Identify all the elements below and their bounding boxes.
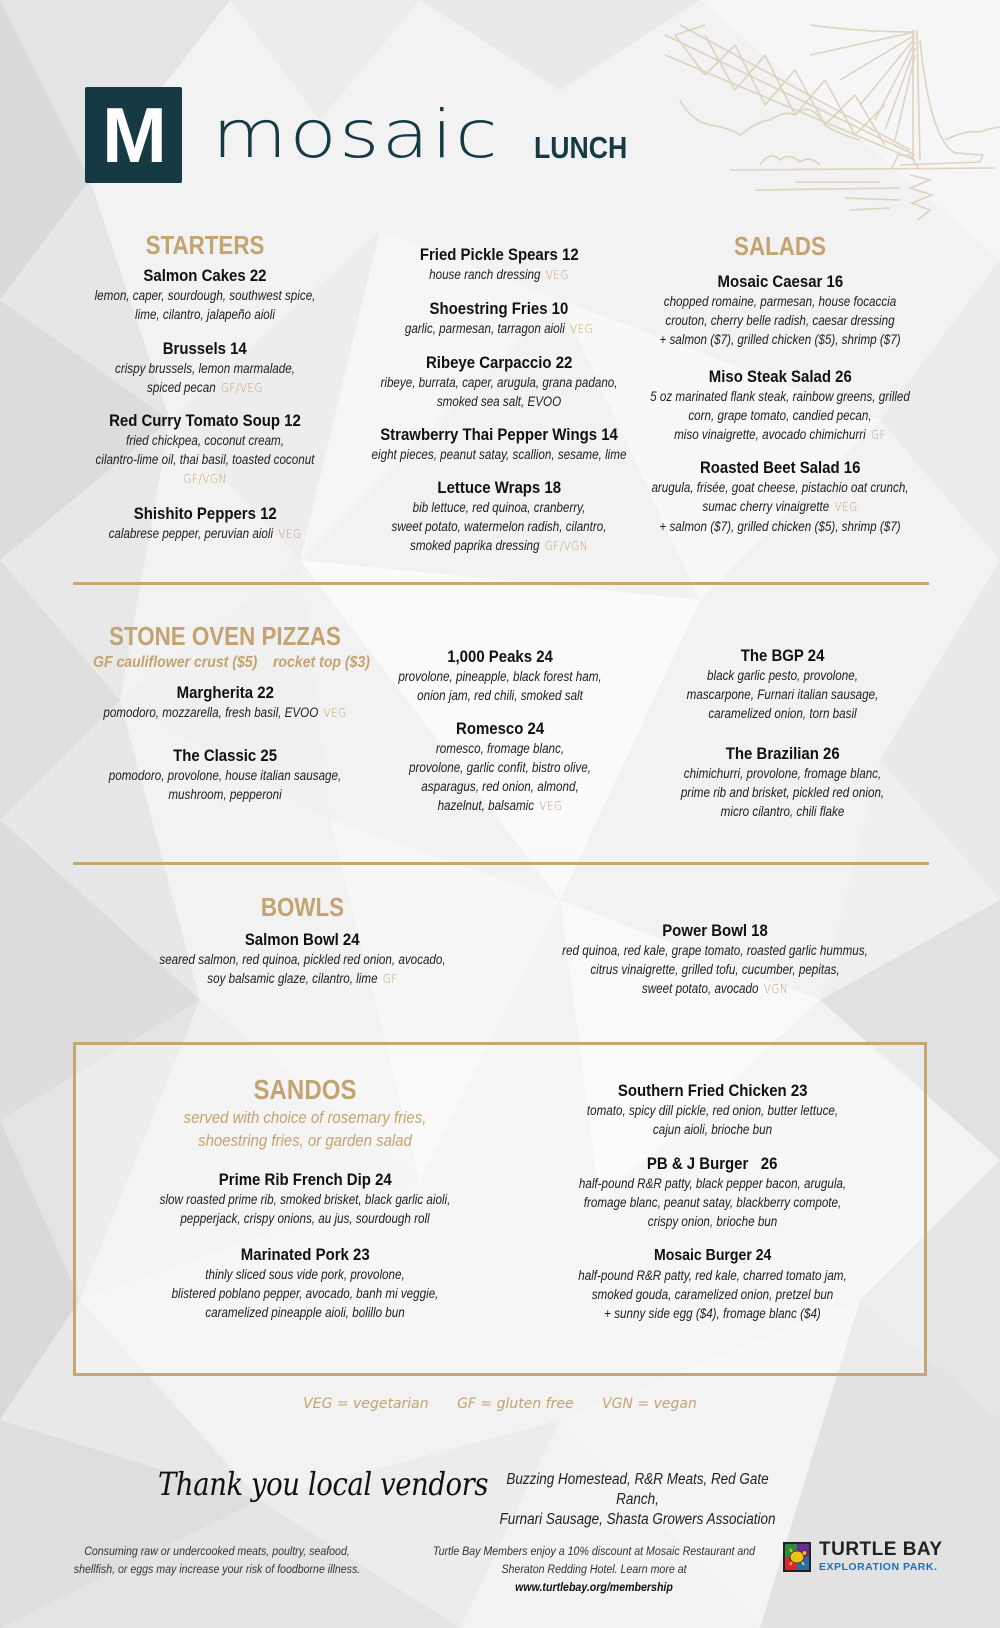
item-desc: blistered poblano pepper, avocado, banh mi veggie,: [171, 1286, 439, 1301]
item-desc-text: calabrese pepper, peruvian aioli: [108, 526, 274, 541]
dietary-tag: VEG: [539, 799, 563, 813]
vendors-list: [492, 1470, 783, 1530]
dietary-tag: VEG: [323, 706, 347, 720]
item-desc: + salmon ($7), grilled chicken ($5), shrimp ($7): [659, 332, 901, 347]
starters-column-2: [350, 244, 648, 568]
menu-item: [60, 338, 350, 398]
item-name: PB & J Burger 26: [647, 1154, 778, 1173]
disclaimer-line: Consuming raw or undercooked meats, poultry, seafood,: [84, 1544, 350, 1558]
item-desc: [79, 524, 331, 544]
item-desc: chopped romaine, parmesan, house focaccia: [663, 294, 897, 309]
item-desc: slow roasted prime rib, smoked brisket, black garlic aioli,: [159, 1192, 451, 1207]
dietary-tag: VEG: [570, 322, 594, 336]
item-name: Mosaic Burger 24: [653, 1247, 772, 1264]
item-name: Salmon Cakes 22: [143, 266, 267, 285]
item-desc: asparagus, red onion, almond,: [421, 779, 579, 794]
item-desc: micro cilantro, chili flake: [720, 804, 845, 819]
item-desc: caramelized pineapple aioli, bolillo bun: [205, 1305, 405, 1320]
menu-item: [635, 743, 930, 821]
menu-item: [350, 298, 648, 339]
item-desc: ribeye, burrata, caper, arugula, grana padano,: [380, 375, 618, 390]
item-name: Mosaic Caesar 16: [717, 272, 843, 291]
section-title-salads: SALADS: [734, 231, 826, 261]
item-desc: provolone, garlic confit, bistro olive,: [409, 760, 591, 775]
item-desc: sweet potato, watermelon radish, cilantro,: [391, 519, 607, 534]
sundial-bridge-illustration: [660, 20, 1000, 230]
item-name: The Classic 25: [173, 746, 277, 765]
membership-link[interactable]: www.turtlebay.org/membership: [515, 1580, 673, 1594]
item-desc-text: sumac cherry vinaigrette: [702, 499, 830, 514]
menu-item: [75, 745, 375, 804]
menu-item: [630, 457, 930, 536]
item-desc: bib lettuce, red quinoa, cranberry,: [412, 500, 586, 515]
section-title-pizzas: STONE OVEN PIZZAS: [109, 621, 341, 651]
item-desc: onion jam, red chili, smoked salt: [417, 688, 583, 703]
item-name: Shishito Peppers 12: [133, 504, 277, 523]
item-desc: corn, grape tomato, candied pecan,: [688, 408, 872, 423]
item-desc: pomodoro, provolone, house italian sausage,: [108, 768, 342, 783]
item-desc: eight pieces, peanut satay, scallion, sesame, lime: [371, 447, 627, 462]
partner-subtitle: EXPLORATION PARK.: [819, 1561, 938, 1573]
item-desc: [369, 536, 628, 556]
item-desc: fromage blanc, peanut satay, blackberry compote,: [583, 1195, 842, 1210]
item-name: Brussels 14: [162, 339, 247, 358]
menu-item: [350, 424, 648, 464]
item-name: Margherita 22: [176, 683, 274, 702]
item-desc: arugula, frisée, goat cheese, pistachio oat crunch,: [651, 480, 909, 495]
menu-item: [545, 1153, 880, 1231]
dietary-tag: GF: [870, 428, 886, 442]
menu-item: [355, 718, 645, 816]
dietary-tag: GF/VEG: [220, 381, 263, 395]
bowls-column: [130, 892, 475, 1001]
item-desc: [152, 969, 452, 989]
dietary-tag: GF/VGN: [544, 539, 588, 553]
section-divider: [73, 582, 929, 585]
item-desc-text: house ranch dressing: [429, 267, 541, 282]
menu-item: [350, 352, 648, 411]
menu-item: [630, 366, 930, 445]
menu-item: [110, 1244, 500, 1322]
item-desc: cilantro-lime oil, thai basil, toasted coconut: [95, 452, 315, 467]
item-desc: [95, 703, 356, 723]
item-desc: provolone, pineapple, black forest ham,: [398, 669, 602, 684]
membership-line: Turtle Bay Members enjoy a 10% discount at Mosaic Restaurant and: [432, 1544, 756, 1558]
salads-column: [630, 231, 930, 548]
item-desc: crispy brussels, lemon marmalade,: [114, 361, 295, 376]
item-name: Marinated Pork 23: [240, 1245, 370, 1264]
item-name: Prime Rib French Dip 24: [218, 1170, 392, 1189]
legend-vgn: VGN = vegan: [602, 1396, 697, 1412]
pizzas-column-2: [355, 646, 645, 828]
sandos-column-2: [545, 1080, 880, 1335]
item-desc-text: soy balsamic glaze, cilantro, lime: [207, 971, 378, 986]
item-name: Salmon Bowl 24: [245, 930, 360, 949]
item-desc-text: hazelnut, balsamic: [437, 798, 535, 813]
menu-item: [350, 477, 648, 556]
vendors-line: Buzzing Homestead, R&R Meats, Red Gate Ranch,: [506, 1471, 769, 1508]
item-desc: fried chickpea, coconut cream,: [125, 433, 284, 448]
item-name: The BGP 24: [740, 646, 825, 665]
item-desc-text: smoked paprika dressing: [409, 538, 540, 553]
bowls-column-2: [520, 920, 910, 1011]
legend-gf: GF = gluten free: [457, 1396, 574, 1412]
membership-note: [429, 1542, 760, 1596]
item-name: Romesco 24: [455, 719, 545, 738]
item-desc: lemon, caper, sourdough, southwest spice,: [94, 288, 316, 303]
section-title-starters: STARTERS: [145, 230, 265, 260]
pizzas-column-3: [635, 645, 930, 833]
item-name: Lettuce Wraps 18: [437, 478, 561, 497]
item-desc: mascarpone, Furnari italian sausage,: [686, 687, 879, 702]
pizzas-column: [75, 621, 375, 816]
item-desc: smoked gouda, caramelized onion, pretzel bun: [591, 1287, 834, 1302]
menu-item: [355, 646, 645, 705]
legend-veg: VEG = vegetarian: [303, 1396, 429, 1412]
item-name: Miso Steak Salad 26: [708, 367, 852, 386]
item-desc: [369, 265, 628, 285]
item-desc: prime rib and brisket, pickled red onion,: [680, 785, 885, 800]
item-desc: crouton, cherry belle radish, caesar dressing: [665, 313, 895, 328]
turtle-icon: [783, 1542, 811, 1572]
item-name: 1,000 Peaks 24: [447, 647, 553, 666]
item-desc: [79, 378, 331, 398]
vendors-line: Furnari Sausage, Shasta Growers Association: [499, 1511, 776, 1528]
dietary-tag: VEG: [834, 500, 858, 514]
partner-name: TURTLE BAY: [819, 1539, 943, 1560]
item-desc: half-pound R&R patty, black pepper bacon, arugula,: [578, 1176, 847, 1191]
menu-item: [60, 503, 350, 544]
item-desc-text: spiced pecan: [147, 380, 216, 395]
item-desc-text: garlic, parmesan, tarragon aioli: [404, 321, 565, 336]
sandos-column: [110, 1074, 500, 1334]
item-desc: pepperjack, crispy onions, au jus, sourdough roll: [180, 1211, 430, 1226]
item-name: Power Bowl 18: [662, 921, 768, 940]
item-desc: [545, 979, 884, 999]
item-desc: thinly sliced sous vide pork, provolone,: [205, 1267, 405, 1282]
membership-text: Sheraton Redding Hotel. Learn more at: [501, 1562, 687, 1576]
item-desc: [650, 425, 911, 445]
menu-item: [635, 645, 930, 723]
item-name: The Brazilian 26: [725, 744, 840, 763]
item-name: Ribeye Carpaccio 22: [425, 353, 573, 372]
item-desc: caramelized onion, torn basil: [708, 706, 857, 721]
menu-item: [630, 271, 930, 349]
menu-item: [130, 929, 475, 989]
sandos-subtitle: shoestring fries, or garden salad: [198, 1131, 412, 1150]
item-desc: [374, 796, 626, 816]
item-name: Strawberry Thai Pepper Wings 14: [380, 425, 618, 444]
item-desc: half-pound R&R patty, red kale, charred tomato jam,: [578, 1268, 847, 1283]
menu-item: [75, 682, 375, 723]
sandos-subtitle: served with choice of rosemary fries,: [183, 1108, 427, 1127]
item-desc-text: miso vinaigrette, avocado chimichurri: [674, 427, 866, 442]
item-desc: [79, 469, 331, 489]
item-desc: + sunny side egg ($4), fromage blanc ($4): [604, 1306, 821, 1321]
menu-item: [110, 1169, 500, 1228]
dietary-tag: VEG: [545, 268, 569, 282]
item-desc: tomato, spicy dill pickle, red onion, butter lettuce,: [586, 1103, 839, 1118]
item-name: Roasted Beet Salad 16: [699, 458, 861, 477]
menu-title: LUNCH: [534, 130, 628, 165]
item-desc: crispy onion, brioche bun: [647, 1214, 778, 1229]
starters-column: [60, 230, 350, 556]
turtle-bay-logo: [783, 1541, 943, 1577]
item-desc: mushroom, pepperoni: [168, 787, 282, 802]
menu-item: [350, 244, 648, 285]
vendors-heading: Thank you local vendors: [158, 1465, 489, 1503]
item-desc: cajun aioli, brioche bun: [652, 1122, 773, 1137]
section-divider: [73, 862, 929, 865]
section-title-bowls: BOWLS: [260, 892, 345, 922]
pizza-options: GF cauliflower crust ($5) rocket top ($3): [93, 654, 370, 671]
logo-letter: M: [102, 91, 165, 179]
item-name: Red Curry Tomato Soup 12: [109, 411, 301, 430]
menu-item: [60, 265, 350, 324]
item-name: Southern Fried Chicken 23: [617, 1081, 808, 1100]
item-desc: + salmon ($7), grilled chicken ($5), shrimp ($7): [659, 519, 901, 534]
item-name: Shoestring Fries 10: [429, 299, 569, 318]
item-desc: black garlic pesto, provolone,: [707, 668, 858, 683]
item-desc: [369, 319, 628, 339]
item-desc: romesco, fromage blanc,: [435, 741, 565, 756]
item-desc: red quinoa, red kale, grape tomato, roasted garlic hummus,: [562, 943, 868, 958]
food-safety-disclaimer: [73, 1542, 360, 1578]
item-desc: 5 oz marinated flank steak, rainbow greens, grilled: [650, 389, 910, 404]
item-desc-text: sweet potato, avocado: [641, 981, 759, 996]
dietary-legend: [0, 1396, 1000, 1412]
item-desc-text: pomodoro, mozzarella, fresh basil, EVOO: [103, 705, 319, 720]
brand-wordmark: mosaic: [212, 96, 500, 173]
item-desc: lime, cilantro, jalapeño aioli: [135, 307, 275, 322]
item-name: Fried Pickle Spears 12: [419, 245, 579, 264]
item-desc: seared salmon, red quinoa, pickled red onion, avocado,: [159, 952, 446, 967]
dietary-tag: VEG: [278, 527, 302, 541]
dietary-tag: VGN: [763, 982, 789, 996]
menu-item: [520, 920, 910, 999]
menu-item: [545, 1080, 880, 1139]
membership-line: [429, 1560, 760, 1596]
item-desc: citrus vinaigrette, grilled tofu, cucumber, pepitas,: [590, 962, 840, 977]
item-desc: [650, 497, 911, 517]
item-desc: smoked sea salt, EVOO: [436, 394, 562, 409]
item-desc: chimichurri, provolone, fromage blanc,: [683, 766, 882, 781]
mosaic-logo-mark: [85, 87, 182, 183]
dietary-tag: GF/VGN: [183, 472, 227, 486]
dietary-tag: GF: [382, 972, 398, 986]
menu-item: [60, 410, 350, 489]
disclaimer-line: shellfish, or eggs may increase your risk of foodborne illness.: [73, 1562, 361, 1576]
menu-item: [545, 1245, 880, 1323]
section-title-sandos: SANDOS: [253, 1074, 357, 1105]
